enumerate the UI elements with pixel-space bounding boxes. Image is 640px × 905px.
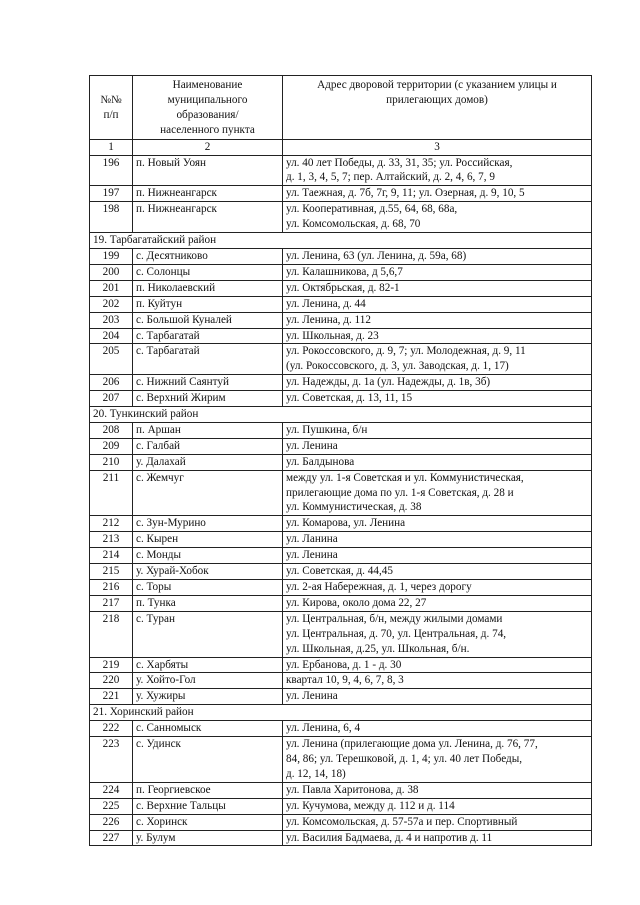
table-row [90,532,592,548]
address-line: ул. Центральная, д. 70, ул. Центральная, д. 74, [286,627,507,640]
settlement-name: с. Тарбагатай [133,328,283,344]
address-line: 84, 86; ул. Терешковой, д. 1, 4; ул. 40 лет Победы, [286,752,523,765]
address-line: ул. Советская, д. 44,45 [286,565,393,578]
address-cell [283,264,592,280]
address-line: д. 1, 3, 4, 5, 7; пер. Алтайский, д. 2, 4, 6, 7, 9 [286,171,495,184]
address-cell [283,721,592,737]
address-cell [283,673,592,689]
settlement-name: с. Кырен [133,532,283,548]
table-row [90,548,592,564]
address-line: ул. Комарова, ул. Ленина [286,517,406,530]
table-row [90,564,592,580]
table-row [90,721,592,737]
settlement-name: п. Куйтун [133,296,283,312]
row-number: 197 [90,186,133,202]
settlement-name: с. Тарбагатай [133,344,283,375]
address-line: д. 12, 14, 18) [286,767,346,780]
table-body [90,155,592,846]
address-line: ул. Центральная, б/н, между жилыми домами [286,612,503,625]
row-number: 216 [90,580,133,596]
row-number: 205 [90,344,133,375]
address-line: ул. Таежная, д. 7б, 7г, 9, 11; ул. Озерная, д. 9, 10, 5 [286,187,525,200]
address-cell [283,737,592,783]
address-line: ул. Василия Бадмаева, д. 4 и напротив д. 11 [286,831,493,844]
table-row [90,391,592,407]
table-row [90,248,592,264]
address-line: ул. Ленина [286,439,338,452]
address-line: ул. Ленина [286,690,338,703]
section-row [90,705,592,721]
settlement-name: с. Санномыск [133,721,283,737]
address-cell [283,689,592,705]
header-num: №№ п/п [90,76,133,140]
table-row [90,470,592,516]
row-number: 212 [90,516,133,532]
address-cell [283,657,592,673]
address-cell [283,595,592,611]
address-cell [283,186,592,202]
table-row [90,264,592,280]
index-cell-2: 2 [133,139,283,155]
header-name: Наименование муниципального образования/ населенного пункта [133,76,283,140]
settlement-name: у. Хойто-Гол [133,673,283,689]
address-cell [283,375,592,391]
address-cell [283,328,592,344]
address-cell [283,470,592,516]
address-line: ул. Ленина, 63 (ул. Ленина, д. 59а, 68) [286,249,467,262]
address-cell [283,202,592,233]
address-cell [283,564,592,580]
settlement-name: п. Георгиевское [133,782,283,798]
settlement-name: с. Удинск [133,737,283,783]
settlement-name: с. Верхний Жирим [133,391,283,407]
index-row [90,139,592,155]
address-line: прилегающие дома по ул. 1-я Советская, д. 28 и [286,486,514,499]
table-row [90,155,592,186]
row-number: 196 [90,155,133,186]
row-number: 207 [90,391,133,407]
row-number: 221 [90,689,133,705]
row-number: 226 [90,814,133,830]
table-row [90,737,592,783]
header-address: Адрес дворовой территории (с указанием улицы и прилегающих домов) [283,76,592,140]
row-number: 200 [90,264,133,280]
address-line: ул. Рокоссовского, д. 9, 7; ул. Молодежная, д. 9, 11 [286,345,526,358]
address-line: ул. Комсомольская, д. 68, 70 [286,218,421,231]
address-line: ул. 2-ая Набережная, д. 1, через дорогу [286,581,472,593]
table-row [90,344,592,375]
address-cell [283,344,592,375]
row-number: 201 [90,280,133,296]
table-row [90,296,592,312]
settlement-name: с. Туран [133,611,283,657]
address-cell [283,280,592,296]
address-cell [283,312,592,328]
address-line: ул. Коммунистическая, д. 38 [286,501,422,514]
settlement-name: с. Монды [133,548,283,564]
row-number: 219 [90,657,133,673]
address-line: ул. Ленина [286,549,338,562]
row-number: 218 [90,611,133,657]
section-title: 19. Тарбагатайский район [90,233,592,249]
row-number: 204 [90,328,133,344]
table-row [90,782,592,798]
settlement-name: п. Николаевский [133,280,283,296]
section-row [90,407,592,423]
address-line: ул. Ленина (прилегающие дома ул. Ленина, д. 76, 77, [286,738,538,751]
table-row [90,798,592,814]
section-title: 21. Хоринский район [90,705,592,721]
row-number: 222 [90,721,133,737]
address-cell [283,611,592,657]
address-line: ул. Ланина [286,533,338,546]
row-number: 206 [90,375,133,391]
settlement-name: с. Харбяты [133,657,283,673]
address-line: между ул. 1-я Советская и ул. Коммунистическая, [286,471,524,484]
settlement-name: с. Галбай [133,438,283,454]
address-cell [283,296,592,312]
row-number: 224 [90,782,133,798]
table-row [90,202,592,233]
address-line: ул. Павла Харитонова, д. 38 [286,783,419,796]
settlement-name: п. Нижнеангарск [133,202,283,233]
address-line: ул. Школьная, д.25, ул. Школьная, б/н. [286,642,470,655]
settlement-name: у. Булум [133,830,283,846]
table-row [90,673,592,689]
settlement-name: п. Нижнеангарск [133,186,283,202]
settlement-name: п. Тунка [133,595,283,611]
table-row [90,328,592,344]
row-number: 213 [90,532,133,548]
table-row [90,280,592,296]
index-cell-1: 1 [90,139,133,155]
address-line: ул. Надежды, д. 1а (ул. Надежды, д. 1в, 3б) [286,376,491,389]
address-table [89,75,592,846]
address-line: (ул. Рокоссовского, д. 3, ул. Заводская, д. 1, 17) [286,360,509,373]
row-number: 220 [90,673,133,689]
settlement-name: с. Хоринск [133,814,283,830]
settlement-name: с. Торы [133,580,283,596]
address-cell [283,580,592,596]
address-cell [283,155,592,186]
section-title: 20. Тункинский район [90,407,592,423]
address-line: ул. Пушкина, б/н [286,423,368,436]
address-line: ул. Кучумова, между д. 112 и д. 114 [286,799,455,812]
settlement-name: с. Десятниково [133,248,283,264]
row-number: 198 [90,202,133,233]
table-row [90,580,592,596]
address-cell [283,548,592,564]
address-cell [283,516,592,532]
index-cell-3: 3 [283,139,592,155]
settlement-name: п. Аршан [133,422,283,438]
settlement-name: с. Нижний Саянтуй [133,375,283,391]
address-line: ул. Комсомольская, д. 57-57а и пер. Спортивный [286,815,518,828]
row-number: 199 [90,248,133,264]
table-row [90,186,592,202]
address-cell [283,422,592,438]
address-cell [283,814,592,830]
table-row [90,454,592,470]
settlement-name: у. Хурай-Хобок [133,564,283,580]
row-number: 203 [90,312,133,328]
address-line: ул. Ленина, д. 112 [286,313,371,326]
row-number: 225 [90,798,133,814]
settlement-name: п. Новый Уоян [133,155,283,186]
settlement-name: с. Верхние Тальцы [133,798,283,814]
table-row [90,689,592,705]
header-row [90,76,592,140]
row-number: 215 [90,564,133,580]
row-number: 210 [90,454,133,470]
address-line: ул. 40 лет Победы, д. 33, 31, 35; ул. Российская, [286,156,513,169]
address-line: ул. Ленина, 6, 4 [286,722,361,735]
settlement-name: у. Далахай [133,454,283,470]
table-row [90,595,592,611]
row-number: 202 [90,296,133,312]
table-row [90,422,592,438]
address-cell [283,830,592,846]
table-row [90,438,592,454]
address-cell [283,798,592,814]
table-row [90,830,592,846]
table-row [90,814,592,830]
address-line: ул. Октябрьская, д. 82-1 [286,281,400,294]
table-row [90,375,592,391]
address-line: ул. Советская, д. 13, 11, 15 [286,392,413,405]
address-line: ул. Кооперативная, д.55, 64, 68, 68а, [286,203,458,216]
table-row [90,611,592,657]
settlement-name: с. Зун-Мурино [133,516,283,532]
row-number: 209 [90,438,133,454]
table-row [90,657,592,673]
address-cell [283,248,592,264]
section-row [90,233,592,249]
address-cell [283,391,592,407]
table-row [90,312,592,328]
row-number: 211 [90,470,133,516]
address-cell [283,532,592,548]
row-number: 223 [90,737,133,783]
address-line: квартал 10, 9, 4, 6, 7, 8, 3 [286,674,404,687]
address-cell [283,454,592,470]
address-cell [283,782,592,798]
settlement-name: с. Солонцы [133,264,283,280]
settlement-name: у. Хужиры [133,689,283,705]
settlement-name: с. Большой Куналей [133,312,283,328]
table-row [90,516,592,532]
address-line: ул. Кирова, около дома 22, 27 [286,596,427,609]
address-line: ул. Ербанова, д. 1 - д. 30 [286,658,402,671]
address-line: ул. Школьная, д. 23 [286,329,379,342]
row-number: 217 [90,595,133,611]
row-number: 208 [90,422,133,438]
settlement-name: с. Жемчуг [133,470,283,516]
row-number: 227 [90,830,133,846]
address-line: ул. Ленина, д. 44 [286,297,366,310]
address-line: ул. Балдынова [286,455,355,468]
row-number: 214 [90,548,133,564]
address-line: ул. Калашникова, д 5,6,7 [286,265,403,278]
address-cell [283,438,592,454]
